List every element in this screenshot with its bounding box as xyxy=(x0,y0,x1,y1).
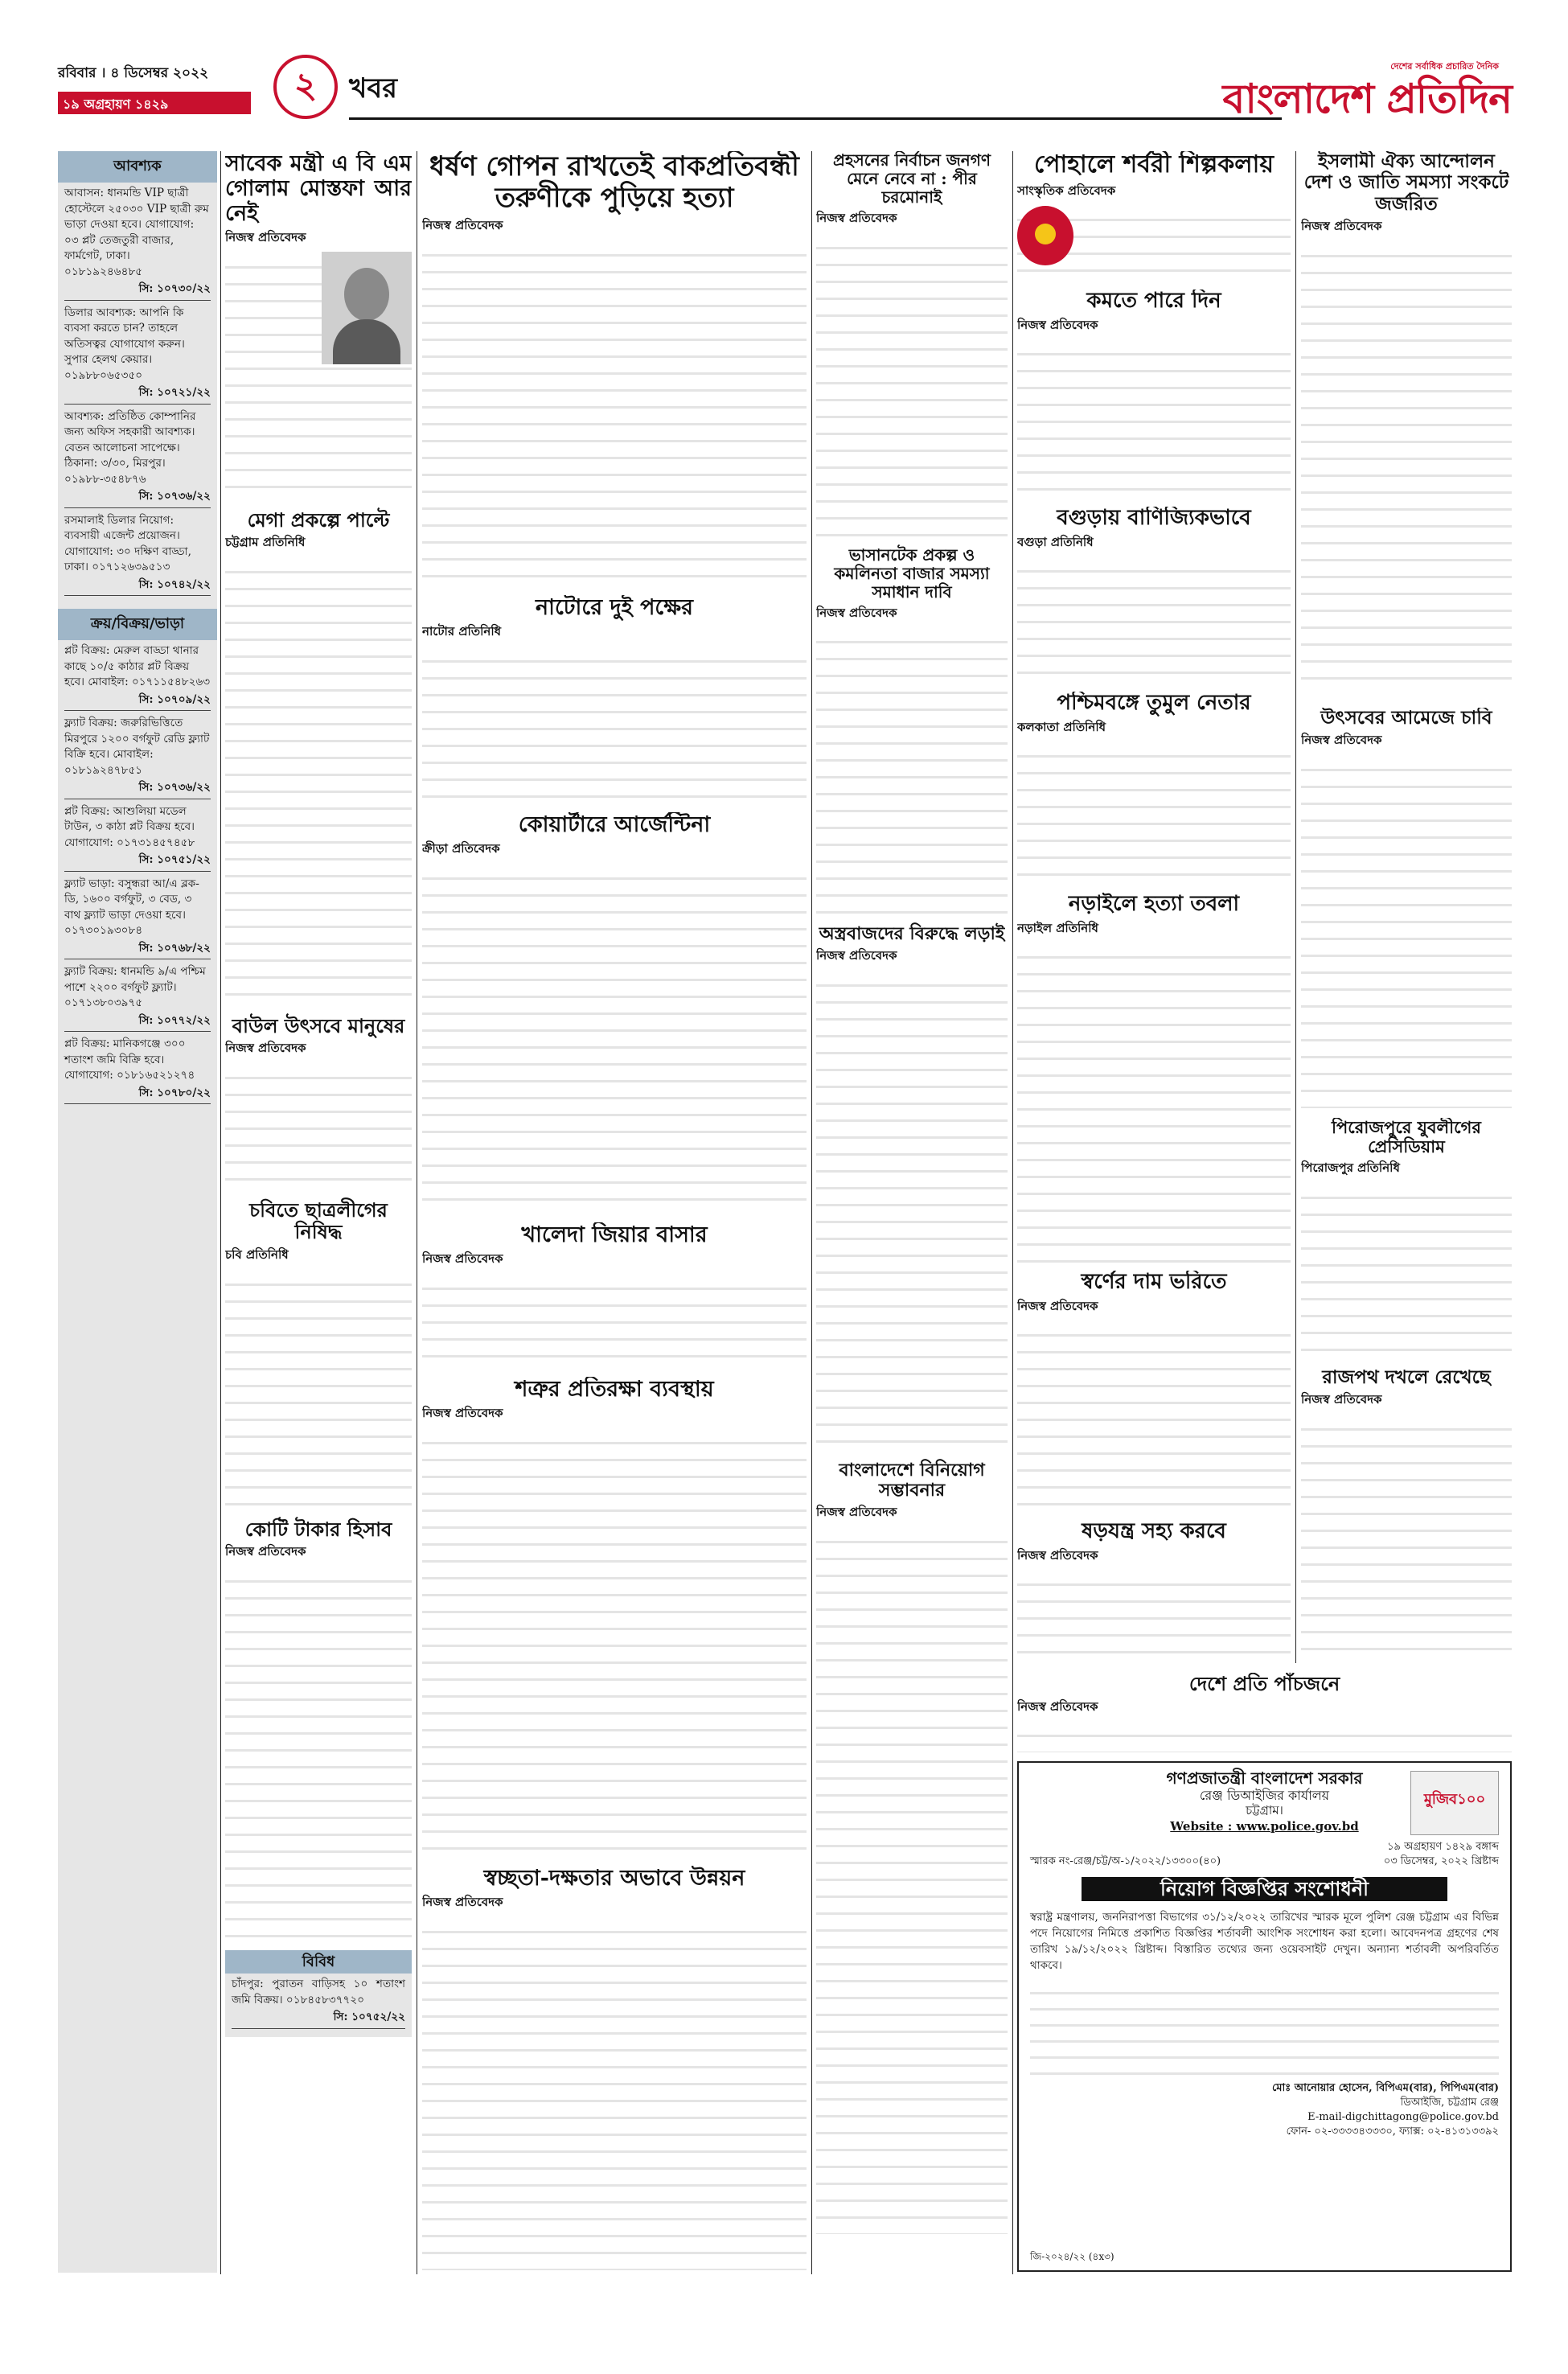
project-text xyxy=(225,557,412,1007)
narail-headline: নড়াইলে হত্যা তবলা xyxy=(1068,893,1240,916)
header-date-bn: ১৯ অগ্রহায়ণ ১৪২৯ xyxy=(58,92,251,114)
classified-ad: ফ্ল্যাট বিক্রয়: জরুরিভিত্তিতে মিরপুরে ১২০০ বর্গফুট রেডি ফ্ল্যাট বিক্রি হবে। মোবাইল: ০১৮১৯২৪৭৮৫১ সি: ১০৭৩৬/২২ xyxy=(64,716,211,799)
govt-notice-text xyxy=(1030,1978,1499,2075)
crore-headline: কোটি টাকার হিসাব xyxy=(244,1517,392,1541)
govt-office: রেঞ্জ ডিআইজির কার্যালয় xyxy=(1199,1788,1330,1803)
vasantek-text xyxy=(816,626,1008,916)
rajpath-story xyxy=(1301,1367,1512,1665)
baul-byline: নিজস্ব প্রতিবেদক xyxy=(225,1041,306,1056)
investment-byline: নিজস্ব প্রতিবেদক xyxy=(816,1505,897,1520)
westbengal-headline: পশ্চিমবঙ্গে তুমুল নেতার xyxy=(1057,692,1251,715)
gold-byline: নিজস্ব প্রতিবেদক xyxy=(1017,1298,1098,1313)
development-headline: স্বচ্ছতা-দক্ষতার অভাবে উন্নয়ন xyxy=(483,1866,745,1891)
obituary-byline: নিজস্ব প্রতিবেদক xyxy=(225,230,306,245)
westbengal-story xyxy=(1017,692,1291,885)
election-text xyxy=(816,232,1008,538)
festival-headline: উৎসবের আমেজে চাবি xyxy=(1320,708,1492,729)
masthead-tag: দেশের সর্বাধিক প্রচারিত দৈনিক xyxy=(1390,61,1499,72)
festival-byline: নিজস্ব প্রতিবেদক xyxy=(1301,733,1382,748)
cigarette-headline: চবিতে ছাত্রলীগের নিষিদ্ধ xyxy=(249,1197,388,1244)
extremism-headline: অস্ত্রবাজদের বিরুদ্ধে লড়াই xyxy=(819,923,1005,944)
khaleda-headline: খালেদা জিয়ার বাসার xyxy=(521,1222,708,1247)
investment-text xyxy=(816,1526,1008,2234)
bogura-byline: বগুড়া প্রতিনিধি xyxy=(1017,534,1094,549)
fivechild-headline: দেশে প্রতি পাঁচজনে xyxy=(1188,1673,1340,1695)
govt-org: গণপ্রজাতন্ত্রী বাংলাদেশ সরকার xyxy=(1166,1768,1363,1788)
westbengal-byline: কলকাতা প্রতিনিধি xyxy=(1017,719,1106,734)
rajpath-text xyxy=(1301,1414,1512,1663)
art-headline: পোহালে শর্বরী শিল্পকলায় xyxy=(1034,151,1274,179)
narail-text xyxy=(1017,942,1291,1263)
govt-signer-title: ডিআইজি, চট্টগ্রাম রেঞ্জ xyxy=(1400,2097,1499,2109)
festival-story xyxy=(1301,708,1512,1110)
pirojpur-story xyxy=(1301,1118,1512,1359)
govt-notice-body: স্বরাষ্ট্র মন্ত্রণালয়, জননিরাপত্তা বিভাগের ৩১/১২/২০২২ তারিখের স্মারক মূলে পুলিশ রেঞ্জ চট্টগ্রাম এর বিভিন্ন পদে নিয়োগের নিমিত্তে প্রকাশিত বিজ্ঞপ্তির শর্তাবলী আংশিক সংশোধন করা হলো। আবেদনপত্র গ্রহণের শেষ তারিখ ১৯/১২/২০২২ খ্রিষ্টাব্দ। বিস্তারিত তথ্যের জন্য ওয়েবসাইট দেখুন। অন্যান্য শর্তাবলী অপরিবর্তিত থাকবে। xyxy=(1030,1911,1499,1972)
lead-headline: ধর্ষণ গোপন রাখতেই বাকপ্রতিবন্ধী তরুণীকে পুড়িয়ে হত্যা xyxy=(429,151,799,215)
mujib100-logo: মুজিব১০০ xyxy=(1410,1771,1499,1835)
argentina-story xyxy=(422,812,807,1214)
crore-text xyxy=(225,1566,412,1944)
price-headline: কমতে পারে দিন xyxy=(1086,290,1221,313)
govt-code: জি-২০২৪/২২ (৪x৩) xyxy=(1030,2251,1114,2262)
natore-story xyxy=(422,595,807,804)
portrait-photo xyxy=(344,268,389,321)
lead-byline: নিজস্ব প্রতিবেদক xyxy=(422,218,503,233)
khaleda-story xyxy=(422,1222,807,1367)
conspiracy-text xyxy=(1017,1569,1291,1665)
classifieds-title: আবশ্যক xyxy=(58,151,217,183)
baul-headline: বাউল উৎসবে মানুষের xyxy=(232,1013,405,1037)
price-story xyxy=(1017,290,1291,499)
govt-city: চট্টগ্রাম। xyxy=(1246,1803,1283,1817)
classified-ad: আবশ্যক: প্রতিষ্ঠিত কোম্পানির জন্য অফিস সহকারী আবশ্যক। বেতন আলোচনা সাপেক্ষে। ঠিকানা: ৩/৩০, মিরপুর। ০১৯৮৮-৩৫৪৮৭৬ সি: ১০৭৩৬/২২ xyxy=(64,409,211,508)
extremism-text xyxy=(816,970,1008,1452)
project-headline: মেগা প্রকল্পে পাল্টে xyxy=(247,507,390,532)
classified-ad: প্লট বিক্রয়: মানিকগঞ্জে ৩০০ শতাংশ জমি বিক্রি হবে। যোগাযোগ: ০১৮১৬৫২১২৭৪ সি: ১০৭৮০/২২ xyxy=(64,1037,211,1104)
fivechild-story xyxy=(1017,1673,1512,1753)
baul-text xyxy=(225,1062,412,1191)
cigarette-text xyxy=(225,1269,412,1510)
security-story xyxy=(422,1377,807,1859)
sale-title: ক্রয়/বিক্রয়/ভাড়া xyxy=(58,609,217,640)
column-rule xyxy=(811,151,812,2274)
gold-headline: স্বর্ণের দাম ভরিতে xyxy=(1081,1271,1227,1294)
govt-ref: স্মারক নং-রেঞ্জ/চট্ট/অ-১/২০২২/১৩৩০০(৪০) xyxy=(1030,1855,1221,1867)
election-headline: প্রহসনের নির্বাচন জনগণ মেনে নেবে না : পীর চরমোনাই xyxy=(833,151,991,207)
section-title: খবর xyxy=(349,72,397,105)
westbengal-text xyxy=(1017,741,1291,885)
classified-ad: রসমালাই ডিলার নিয়োগ: ব্যবসায়ী এজেন্ট প্রয়োজন। যোগাযোগ: ৩০ দক্ষিণ বাড্ডা, ঢাকা। ০১৭১২৬৩৯৫১৩ সি: ১০৭৪২/২২ xyxy=(64,513,211,597)
classified-ad: ফ্ল্যাট বিক্রয়: ধানমন্ডি ৯/এ পশ্চিম পাশে ২২০০ বর্গফুট ফ্ল্যাট। ০১৭১৩৮০৩৯৭৫ সি: ১০৭৭২/২২ xyxy=(64,964,211,1032)
header-rule xyxy=(349,117,1282,120)
vasantek-byline: নিজস্ব প্রতিবেদক xyxy=(816,605,897,620)
govt-website[interactable]: Website : www.police.gov.bd xyxy=(1170,1819,1359,1834)
pirojpur-byline: পিরোজপুর প্রতিনিধি xyxy=(1301,1160,1400,1176)
gold-story xyxy=(1017,1271,1291,1512)
misc-title: বিবিধ xyxy=(225,1950,412,1974)
classified-ad: প্লট বিক্রয়: আশুলিয়া মডেল টাউন, ৩ কাঠা প্লট বিক্রয় হবে। যোগাযোগ: ০১৭৩১৪৫৭৪৫৮ সি: ১০৭৫১/২২ xyxy=(64,804,211,872)
fivechild-text xyxy=(1017,1720,1512,1752)
govt-phone: ফোন- ০২-৩৩৩৩৪৩৩৩০, ফ্যাক্স: ০২-৪১৩১৩৩৯২ xyxy=(1286,2126,1499,2138)
natore-headline: নাটোরে দুই পক্ষের xyxy=(536,595,693,620)
classified-ad: প্লট বিক্রয়: মেরুল বাড্ডা থানার কাছে ১০/৫ কাঠার প্লট বিক্রয় হবে। মোবাইল: ০১৭১১৫৪৮২৬৩ সি: ১০৭০৯/২২ xyxy=(64,643,211,711)
header xyxy=(58,58,1512,146)
security-byline: নিজস্ব প্রতিবেদক xyxy=(422,1406,503,1421)
development-story xyxy=(422,1866,807,2274)
rajpath-byline: নিজস্ব প্রতিবেদক xyxy=(1301,1392,1382,1407)
page-number-text: ২ xyxy=(293,65,318,106)
development-text xyxy=(422,1916,807,2270)
page-number xyxy=(273,55,338,119)
column-rule xyxy=(1295,151,1296,1663)
islamic-text xyxy=(1301,240,1512,691)
development-byline: নিজস্ব প্রতিবেদক xyxy=(422,1895,503,1910)
khaleda-text xyxy=(422,1273,807,1367)
bogura-story xyxy=(1017,507,1291,684)
narail-byline: নড়াইল প্রতিনিধি xyxy=(1017,920,1098,935)
masthead-logo: বাংলাদেশ প্রতিদিন xyxy=(1222,75,1512,122)
extremism-byline: নিজস্ব প্রতিবেদক xyxy=(816,948,897,963)
natore-text xyxy=(422,646,807,804)
festival-text xyxy=(1301,754,1512,1108)
obituary-photo xyxy=(322,252,412,364)
islamic-byline: নিজস্ব প্রতিবেদক xyxy=(1301,219,1382,234)
islamic-headline: ইসলামী ঐক্য আন্দোলন দেশ ও জাতি সমস্যা সংকটে জর্জরিত xyxy=(1303,151,1509,215)
govt-date1: ১৯ অগ্রহায়ণ ১৪২৯ বঙ্গাব্দ xyxy=(1387,1841,1499,1853)
project-byline: চট্টগ্রাম প্রতিনিধি xyxy=(225,535,306,550)
argentina-headline: কোয়ার্টারে আর্জেন্টিনা xyxy=(518,812,711,837)
natore-byline: নাটোর প্রতিনিধি xyxy=(422,624,502,639)
art-story xyxy=(1017,151,1291,280)
islamic-story xyxy=(1301,151,1512,698)
govt-signer: মোঃ আনোয়ার হোসেন, বিপিএম(বার), পিপিএম(বার) xyxy=(1271,2082,1499,2094)
vasantek-headline: ভাসানটেক প্রকল্প ও কমলিনতা বাজার সমস্যা সমাধান দাবি xyxy=(834,544,990,602)
govt-notice-ad xyxy=(1017,1761,1512,2272)
sanskriti-flower-icon xyxy=(1017,206,1073,265)
column-rule xyxy=(1012,151,1013,2274)
gold-text xyxy=(1017,1320,1291,1512)
classified-ad: আবাসন: ধানমন্ডি VIP ছাত্রী হোস্টেলে ২৫০৩০ VIP ছাত্রী রুম ভাড়া দেওয়া হবে। যোগাযোগ: ০৩ প্লট তেজতুরী বাজার, ফার্মগেট, ঢাকা। ০১৮১৯২৪৬৪৮৫ সি: ১০৭৩০/২২ xyxy=(64,186,211,301)
election-byline: নিজস্ব প্রতিবেদক xyxy=(816,211,897,225)
column-left-stories xyxy=(225,151,412,2274)
cigarette-byline: চবি প্রতিনিধি xyxy=(225,1247,289,1263)
pirojpur-text xyxy=(1301,1182,1512,1359)
lead-text xyxy=(422,240,807,577)
column-rule xyxy=(220,151,221,2274)
classified-ad: ফ্ল্যাট ভাড়া: বসুন্ধরা আ/এ ব্লক-ডি, ১৬০০ বর্গফুট, ৩ বেড, ৩ বাথ ফ্ল্যাট ভাড়া দেওয়া হবে। ০১৭৩০১৯৩০৮৪ সি: ১০৭৬৮/২২ xyxy=(64,877,211,960)
middle-column xyxy=(816,151,1008,2274)
crore-byline: নিজস্ব প্রতিবেদক xyxy=(225,1544,306,1559)
conspiracy-headline: ষড়যন্ত্র সহ্য করবে xyxy=(1082,1520,1226,1543)
argentina-text xyxy=(422,863,807,1214)
conspiracy-byline: নিজস্ব প্রতিবেদক xyxy=(1017,1547,1098,1563)
pirojpur-headline: পিরোজপুরে যুবলীগের প্রেসিডিয়াম xyxy=(1332,1118,1481,1157)
art-byline: সাংস্কৃতিক প্রতিবেদক xyxy=(1017,183,1116,198)
investment-headline: বাংলাদেশে বিনিয়োগ সম্ভাবনার xyxy=(839,1459,985,1501)
header-date: রবিবার । ৪ ডিসেম্বর ২০২২ xyxy=(58,65,209,81)
classifieds-sidebar xyxy=(58,151,217,2273)
argentina-byline: ক্রীড়া প্রতিবেদক xyxy=(422,841,500,856)
govt-email: E-mail-digchittagong@police.gov.bd xyxy=(1307,2111,1499,2123)
rajpath-headline: রাজপথ দখলে রেখেছে xyxy=(1322,1367,1491,1388)
narail-story xyxy=(1017,893,1291,1263)
lead-story xyxy=(422,151,807,585)
govt-notice-title: নিয়োগ বিজ্ঞপ্তির সংশোধনী xyxy=(1082,1877,1447,1901)
govt-date2: ০৩ ডিসেম্বর, ২০২২ খ্রিষ্টাব্দ xyxy=(1383,1855,1499,1867)
fivechild-byline: নিজস্ব প্রতিবেদক xyxy=(1017,1698,1098,1714)
bogura-headline: বগুড়ায় বাণিজ্যিকভাবে xyxy=(1057,507,1251,530)
khaleda-byline: নিজস্ব প্রতিবেদক xyxy=(422,1251,503,1267)
obituary-headline: সাবেক মন্ত্রী এ বি এম গোলাম মোস্তফা আর নেই xyxy=(225,151,412,227)
bogura-text xyxy=(1017,556,1291,684)
classified-ad: চাঁদপুর: পুরাতন বাড়িসহ ১০ শতাংশ জমি বিক্রয়। ০১৮৪৫৮৩৭৭২০ সি: ১০৭৫২/২২ xyxy=(225,1974,412,2037)
security-text xyxy=(422,1427,807,1859)
price-text xyxy=(1017,339,1291,499)
conspiracy-story xyxy=(1017,1520,1291,1665)
classified-ad: ডিলার আবশ্যক: আপনি কি ব্যবসা করতে চান? তাহলে অতিসত্বর যোগাযোগ করুন। সুপার হেলথ কেয়ার। ০১৯৮৮০৬৫৩৫০ সি: ১০৭২১/২২ xyxy=(64,306,211,405)
security-headline: শত্রুর প্রতিরক্ষা ব্যবস্থায় xyxy=(515,1377,714,1402)
price-byline: নিজস্ব প্রতিবেদক xyxy=(1017,317,1098,332)
